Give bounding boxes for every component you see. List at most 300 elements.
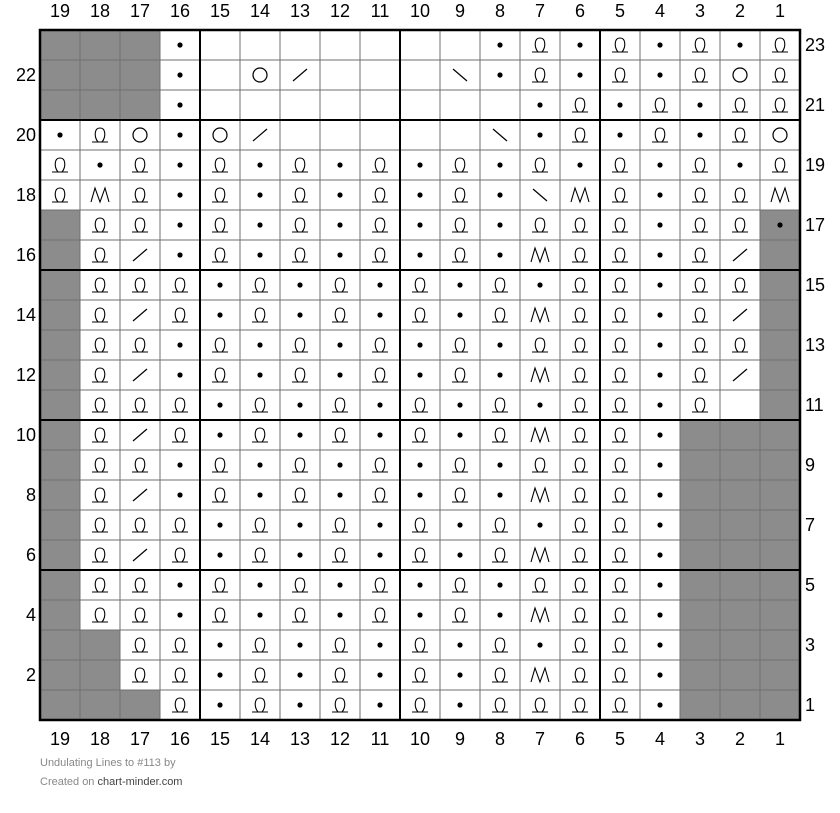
cell-bg xyxy=(280,450,320,480)
column-number-top: 13 xyxy=(289,1,311,21)
stitch-cell xyxy=(40,270,80,300)
cell-bg xyxy=(440,30,480,60)
row-number-right: 13 xyxy=(805,335,826,355)
stitch-cell xyxy=(320,90,360,120)
stitch-cell xyxy=(720,60,760,90)
cell-bg xyxy=(680,540,720,570)
cell-bg xyxy=(680,390,720,420)
stitch-cell xyxy=(320,690,360,720)
stitch-cell xyxy=(520,420,560,450)
dot-symbol xyxy=(457,432,462,437)
dot-symbol xyxy=(177,102,182,107)
dot-symbol xyxy=(337,342,342,347)
stitch-cell xyxy=(760,570,800,600)
column-number-top: 17 xyxy=(129,1,151,21)
cell-bg xyxy=(440,600,480,630)
stitch-cell xyxy=(440,360,480,390)
stitch-cell xyxy=(160,540,200,570)
dot-symbol xyxy=(377,312,382,317)
stitch-cell xyxy=(560,240,600,270)
cell-bg xyxy=(760,360,800,390)
cell-bg xyxy=(40,30,80,60)
cell-bg xyxy=(40,240,80,270)
dot-symbol xyxy=(417,492,422,497)
stitch-cell xyxy=(520,120,560,150)
stitch-cell xyxy=(600,270,640,300)
stitch-cell xyxy=(600,570,640,600)
cell-bg xyxy=(600,390,640,420)
cell-bg xyxy=(680,660,720,690)
stitch-cell xyxy=(80,480,120,510)
stitch-cell xyxy=(440,660,480,690)
stitch-cell xyxy=(200,60,240,90)
cell-bg xyxy=(680,150,720,180)
stitch-cell xyxy=(440,330,480,360)
stitch-cell xyxy=(640,390,680,420)
cell-bg xyxy=(360,120,400,150)
stitch-cell xyxy=(560,90,600,120)
stitch-cell xyxy=(640,570,680,600)
stitch-cell xyxy=(280,180,320,210)
stitch-cell xyxy=(200,420,240,450)
cell-bg xyxy=(720,660,760,690)
stitch-cell xyxy=(280,330,320,360)
stitch-cell xyxy=(280,270,320,300)
cell-bg xyxy=(680,510,720,540)
column-number-top: 9 xyxy=(454,1,466,21)
stitch-cell xyxy=(400,540,440,570)
cell-bg xyxy=(760,570,800,600)
stitch-cell xyxy=(440,690,480,720)
cell-bg xyxy=(40,450,80,480)
dot-symbol xyxy=(377,672,382,677)
stitch-cell xyxy=(520,300,560,330)
dot-symbol xyxy=(617,132,622,137)
stitch-cell xyxy=(240,240,280,270)
cell-bg xyxy=(40,300,80,330)
dot-symbol xyxy=(657,372,662,377)
column-number-bottom: 1 xyxy=(774,729,786,749)
cell-bg xyxy=(240,660,280,690)
stitch-cell xyxy=(400,330,440,360)
cell-bg xyxy=(680,600,720,630)
stitch-cell xyxy=(320,480,360,510)
stitch-cell xyxy=(80,90,120,120)
stitch-cell xyxy=(400,450,440,480)
stitch-cell xyxy=(280,450,320,480)
stitch-cell xyxy=(160,390,200,420)
cell-bg xyxy=(480,540,520,570)
stitch-cell xyxy=(760,420,800,450)
row-number-right: 21 xyxy=(805,95,826,115)
stitch-cell xyxy=(480,120,520,150)
cell-bg xyxy=(80,180,120,210)
stitch-cell xyxy=(480,90,520,120)
stitch-cell xyxy=(80,360,120,390)
stitch-cell xyxy=(480,150,520,180)
cell-bg xyxy=(760,420,800,450)
cell-bg xyxy=(80,390,120,420)
stitch-cell xyxy=(280,210,320,240)
dot-symbol xyxy=(657,462,662,467)
stitch-cell xyxy=(120,390,160,420)
dot-symbol xyxy=(377,432,382,437)
cell-bg xyxy=(440,450,480,480)
column-number-top: 2 xyxy=(734,1,746,21)
stitch-cell xyxy=(320,60,360,90)
stitch-cell xyxy=(560,210,600,240)
dot-symbol xyxy=(377,702,382,707)
cell-bg xyxy=(200,240,240,270)
stitch-cell xyxy=(760,690,800,720)
cell-bg xyxy=(720,330,760,360)
dot-symbol xyxy=(497,72,502,77)
stitch-cell xyxy=(360,600,400,630)
cell-bg xyxy=(240,690,280,720)
cell-bg xyxy=(440,120,480,150)
stitch-cell xyxy=(440,390,480,420)
stitch-cell xyxy=(520,600,560,630)
cell-bg xyxy=(520,420,560,450)
stitch-cell xyxy=(240,300,280,330)
dot-symbol xyxy=(257,162,262,167)
stitch-cell xyxy=(720,270,760,300)
column-number-bottom: 12 xyxy=(329,729,351,749)
stitch-cell xyxy=(680,210,720,240)
dot-symbol xyxy=(657,222,662,227)
dot-symbol xyxy=(217,642,222,647)
stitch-cell xyxy=(200,240,240,270)
stitch-cell xyxy=(240,330,280,360)
cell-bg xyxy=(680,180,720,210)
stitch-cell xyxy=(720,210,760,240)
stitch-cell xyxy=(80,390,120,420)
stitch-cell xyxy=(120,180,160,210)
cell-bg xyxy=(240,390,280,420)
stitch-cell xyxy=(760,510,800,540)
stitch-cell xyxy=(200,90,240,120)
cell-bg xyxy=(200,30,240,60)
stitch-cell xyxy=(760,450,800,480)
dot-symbol xyxy=(417,462,422,467)
dot-symbol xyxy=(697,132,702,137)
cell-bg xyxy=(80,420,120,450)
cell-bg xyxy=(600,420,640,450)
stitch-cell xyxy=(160,270,200,300)
cell-bg xyxy=(600,660,640,690)
stitch-cell xyxy=(560,660,600,690)
site-link[interactable]: chart-minder.com xyxy=(97,776,183,788)
stitch-cell xyxy=(200,150,240,180)
cell-bg xyxy=(80,300,120,330)
column-number-top: 7 xyxy=(534,1,546,21)
cell-bg xyxy=(120,60,160,90)
cell-bg xyxy=(680,60,720,90)
cell-bg xyxy=(80,210,120,240)
stitch-cell xyxy=(120,300,160,330)
stitch-cell xyxy=(640,480,680,510)
stitch-cell xyxy=(160,90,200,120)
stitch-cell xyxy=(320,210,360,240)
cell-bg xyxy=(40,510,80,540)
cell-bg xyxy=(760,300,800,330)
cell-bg xyxy=(760,600,800,630)
stitch-cell xyxy=(440,300,480,330)
stitch-cell xyxy=(400,90,440,120)
row-number-left: 4 xyxy=(25,605,36,625)
cell-bg xyxy=(560,120,600,150)
column-number-top: 3 xyxy=(694,1,706,21)
stitch-cell xyxy=(520,540,560,570)
cell-bg xyxy=(160,540,200,570)
stitch-cell xyxy=(680,480,720,510)
column-number-bottom: 3 xyxy=(694,729,706,749)
stitch-cell xyxy=(360,450,400,480)
stitch-cell xyxy=(280,690,320,720)
stitch-cell xyxy=(240,150,280,180)
stitch-cell xyxy=(360,690,400,720)
stitch-cell xyxy=(640,90,680,120)
stitch-cell xyxy=(320,30,360,60)
cell-bg xyxy=(560,360,600,390)
stitch-cell xyxy=(120,150,160,180)
stitch-cell xyxy=(560,690,600,720)
stitch-cell xyxy=(600,480,640,510)
stitch-cell xyxy=(280,390,320,420)
cell-bg xyxy=(480,390,520,420)
column-number-top: 1 xyxy=(774,1,786,21)
dot-symbol xyxy=(177,132,182,137)
cell-bg xyxy=(360,210,400,240)
stitch-cell xyxy=(760,150,800,180)
dot-symbol xyxy=(297,522,302,527)
cell-bg xyxy=(80,690,120,720)
cell-bg xyxy=(40,600,80,630)
stitch-cell xyxy=(120,240,160,270)
cell-bg xyxy=(280,120,320,150)
stitch-cell xyxy=(720,150,760,180)
cell-bg xyxy=(720,450,760,480)
cell-bg xyxy=(720,510,760,540)
cell-bg xyxy=(120,330,160,360)
cell-bg xyxy=(80,510,120,540)
cell-bg xyxy=(200,450,240,480)
stitch-cell xyxy=(360,570,400,600)
cell-bg xyxy=(520,540,560,570)
stitch-cell xyxy=(240,90,280,120)
stitch-cell xyxy=(240,120,280,150)
stitch-cell xyxy=(280,60,320,90)
stitch-cell xyxy=(440,210,480,240)
stitch-cell xyxy=(160,180,200,210)
stitch-cell xyxy=(120,120,160,150)
cell-bg xyxy=(40,150,80,180)
stitch-cell xyxy=(160,450,200,480)
cell-bg xyxy=(760,90,800,120)
cell-bg xyxy=(400,420,440,450)
cell-bg xyxy=(160,390,200,420)
dot-symbol xyxy=(537,132,542,137)
stitch-cell xyxy=(600,240,640,270)
stitch-cell xyxy=(720,420,760,450)
stitch-cell xyxy=(480,30,520,60)
stitch-cell xyxy=(520,330,560,360)
stitch-cell xyxy=(160,570,200,600)
stitch-cell xyxy=(680,360,720,390)
cell-bg xyxy=(80,360,120,390)
cell-bg xyxy=(360,570,400,600)
column-number-bottom: 16 xyxy=(169,729,191,749)
dot-symbol xyxy=(337,582,342,587)
stitch-cell xyxy=(160,510,200,540)
cell-bg xyxy=(760,450,800,480)
cell-bg xyxy=(40,360,80,390)
cell-bg xyxy=(360,240,400,270)
stitch-cell xyxy=(600,360,640,390)
stitch-cell xyxy=(760,180,800,210)
column-number-bottom: 11 xyxy=(370,729,390,749)
stitch-cell xyxy=(440,630,480,660)
cell-bg xyxy=(520,570,560,600)
dot-symbol xyxy=(457,642,462,647)
stitch-cell xyxy=(40,210,80,240)
stitch-cell xyxy=(400,420,440,450)
stitch-cell xyxy=(560,60,600,90)
column-number-top: 6 xyxy=(574,1,586,21)
cell-bg xyxy=(760,60,800,90)
dot-symbol xyxy=(657,702,662,707)
stitch-cell xyxy=(160,660,200,690)
stitch-cell xyxy=(560,180,600,210)
cell-bg xyxy=(400,690,440,720)
dot-symbol xyxy=(657,552,662,557)
cell-bg xyxy=(240,30,280,60)
stitch-cell xyxy=(120,210,160,240)
cell-bg xyxy=(560,390,600,420)
cell-bg xyxy=(400,30,440,60)
cell-bg xyxy=(560,180,600,210)
dot-symbol xyxy=(657,252,662,257)
stitch-cell xyxy=(400,300,440,330)
stitch-cell xyxy=(200,30,240,60)
cell-bg xyxy=(720,540,760,570)
stitch-cell xyxy=(40,120,80,150)
stitch-cell xyxy=(80,630,120,660)
stitch-cell xyxy=(440,60,480,90)
stitch-cell xyxy=(240,30,280,60)
cell-bg xyxy=(320,630,360,660)
cell-bg xyxy=(40,690,80,720)
cell-bg xyxy=(320,420,360,450)
stitch-cell xyxy=(320,360,360,390)
dot-symbol xyxy=(657,492,662,497)
stitch-cell xyxy=(480,270,520,300)
stitch-cell xyxy=(280,660,320,690)
cell-bg xyxy=(720,90,760,120)
cell-bg xyxy=(600,360,640,390)
dot-symbol xyxy=(657,312,662,317)
stitch-cell xyxy=(760,630,800,660)
stitch-cell xyxy=(640,120,680,150)
cell-bg xyxy=(240,420,280,450)
dot-symbol xyxy=(657,192,662,197)
dot-symbol xyxy=(737,42,742,47)
cell-bg xyxy=(440,570,480,600)
stitch-cell xyxy=(480,540,520,570)
stitch-cell xyxy=(80,540,120,570)
cell-bg xyxy=(280,600,320,630)
cell-bg xyxy=(760,30,800,60)
cell-bg xyxy=(320,540,360,570)
row-number-left: 2 xyxy=(25,665,36,685)
cell-bg xyxy=(560,480,600,510)
stitch-cell xyxy=(320,300,360,330)
stitch-cell xyxy=(680,420,720,450)
stitch-cell xyxy=(480,480,520,510)
cell-bg xyxy=(600,210,640,240)
stitch-cell xyxy=(120,360,160,390)
stitch-cell xyxy=(120,630,160,660)
column-number-bottom: 8 xyxy=(494,729,506,749)
cell-bg xyxy=(760,480,800,510)
stitch-cell xyxy=(560,420,600,450)
stitch-cell xyxy=(280,30,320,60)
cell-bg xyxy=(560,600,600,630)
stitch-cell xyxy=(40,150,80,180)
cell-bg xyxy=(280,570,320,600)
cell-bg xyxy=(560,510,600,540)
cell-bg xyxy=(520,480,560,510)
stitch-cell xyxy=(480,570,520,600)
stitch-cell xyxy=(160,600,200,630)
stitch-cell xyxy=(280,540,320,570)
stitch-cell xyxy=(200,570,240,600)
cell-bg xyxy=(40,390,80,420)
cell-bg xyxy=(760,150,800,180)
cell-bg xyxy=(120,90,160,120)
stitch-cell xyxy=(560,540,600,570)
stitch-cell xyxy=(400,150,440,180)
dot-symbol xyxy=(417,162,422,167)
stitch-cell xyxy=(120,690,160,720)
column-number-top: 15 xyxy=(209,1,231,21)
cell-bg xyxy=(360,480,400,510)
stitch-cell xyxy=(320,450,360,480)
dot-symbol xyxy=(177,222,182,227)
stitch-cell xyxy=(400,240,440,270)
dot-symbol xyxy=(217,522,222,527)
chart-title-suffix: by xyxy=(163,757,176,769)
dot-symbol xyxy=(257,252,262,257)
stitch-cell xyxy=(440,90,480,120)
cell-bg xyxy=(440,150,480,180)
stitch-cell xyxy=(680,450,720,480)
cell-bg xyxy=(560,660,600,690)
column-number-top: 5 xyxy=(614,1,626,21)
column-number-top: 11 xyxy=(370,1,390,21)
dot-symbol xyxy=(337,462,342,467)
dot-symbol xyxy=(457,522,462,527)
stitch-cell xyxy=(400,570,440,600)
cell-bg xyxy=(720,600,760,630)
cell-bg xyxy=(720,570,760,600)
cell-bg xyxy=(280,240,320,270)
dot-symbol xyxy=(297,432,302,437)
dot-symbol xyxy=(537,642,542,647)
column-number-bottom: 10 xyxy=(409,729,431,749)
stitch-cell xyxy=(440,540,480,570)
stitch-cell xyxy=(160,300,200,330)
